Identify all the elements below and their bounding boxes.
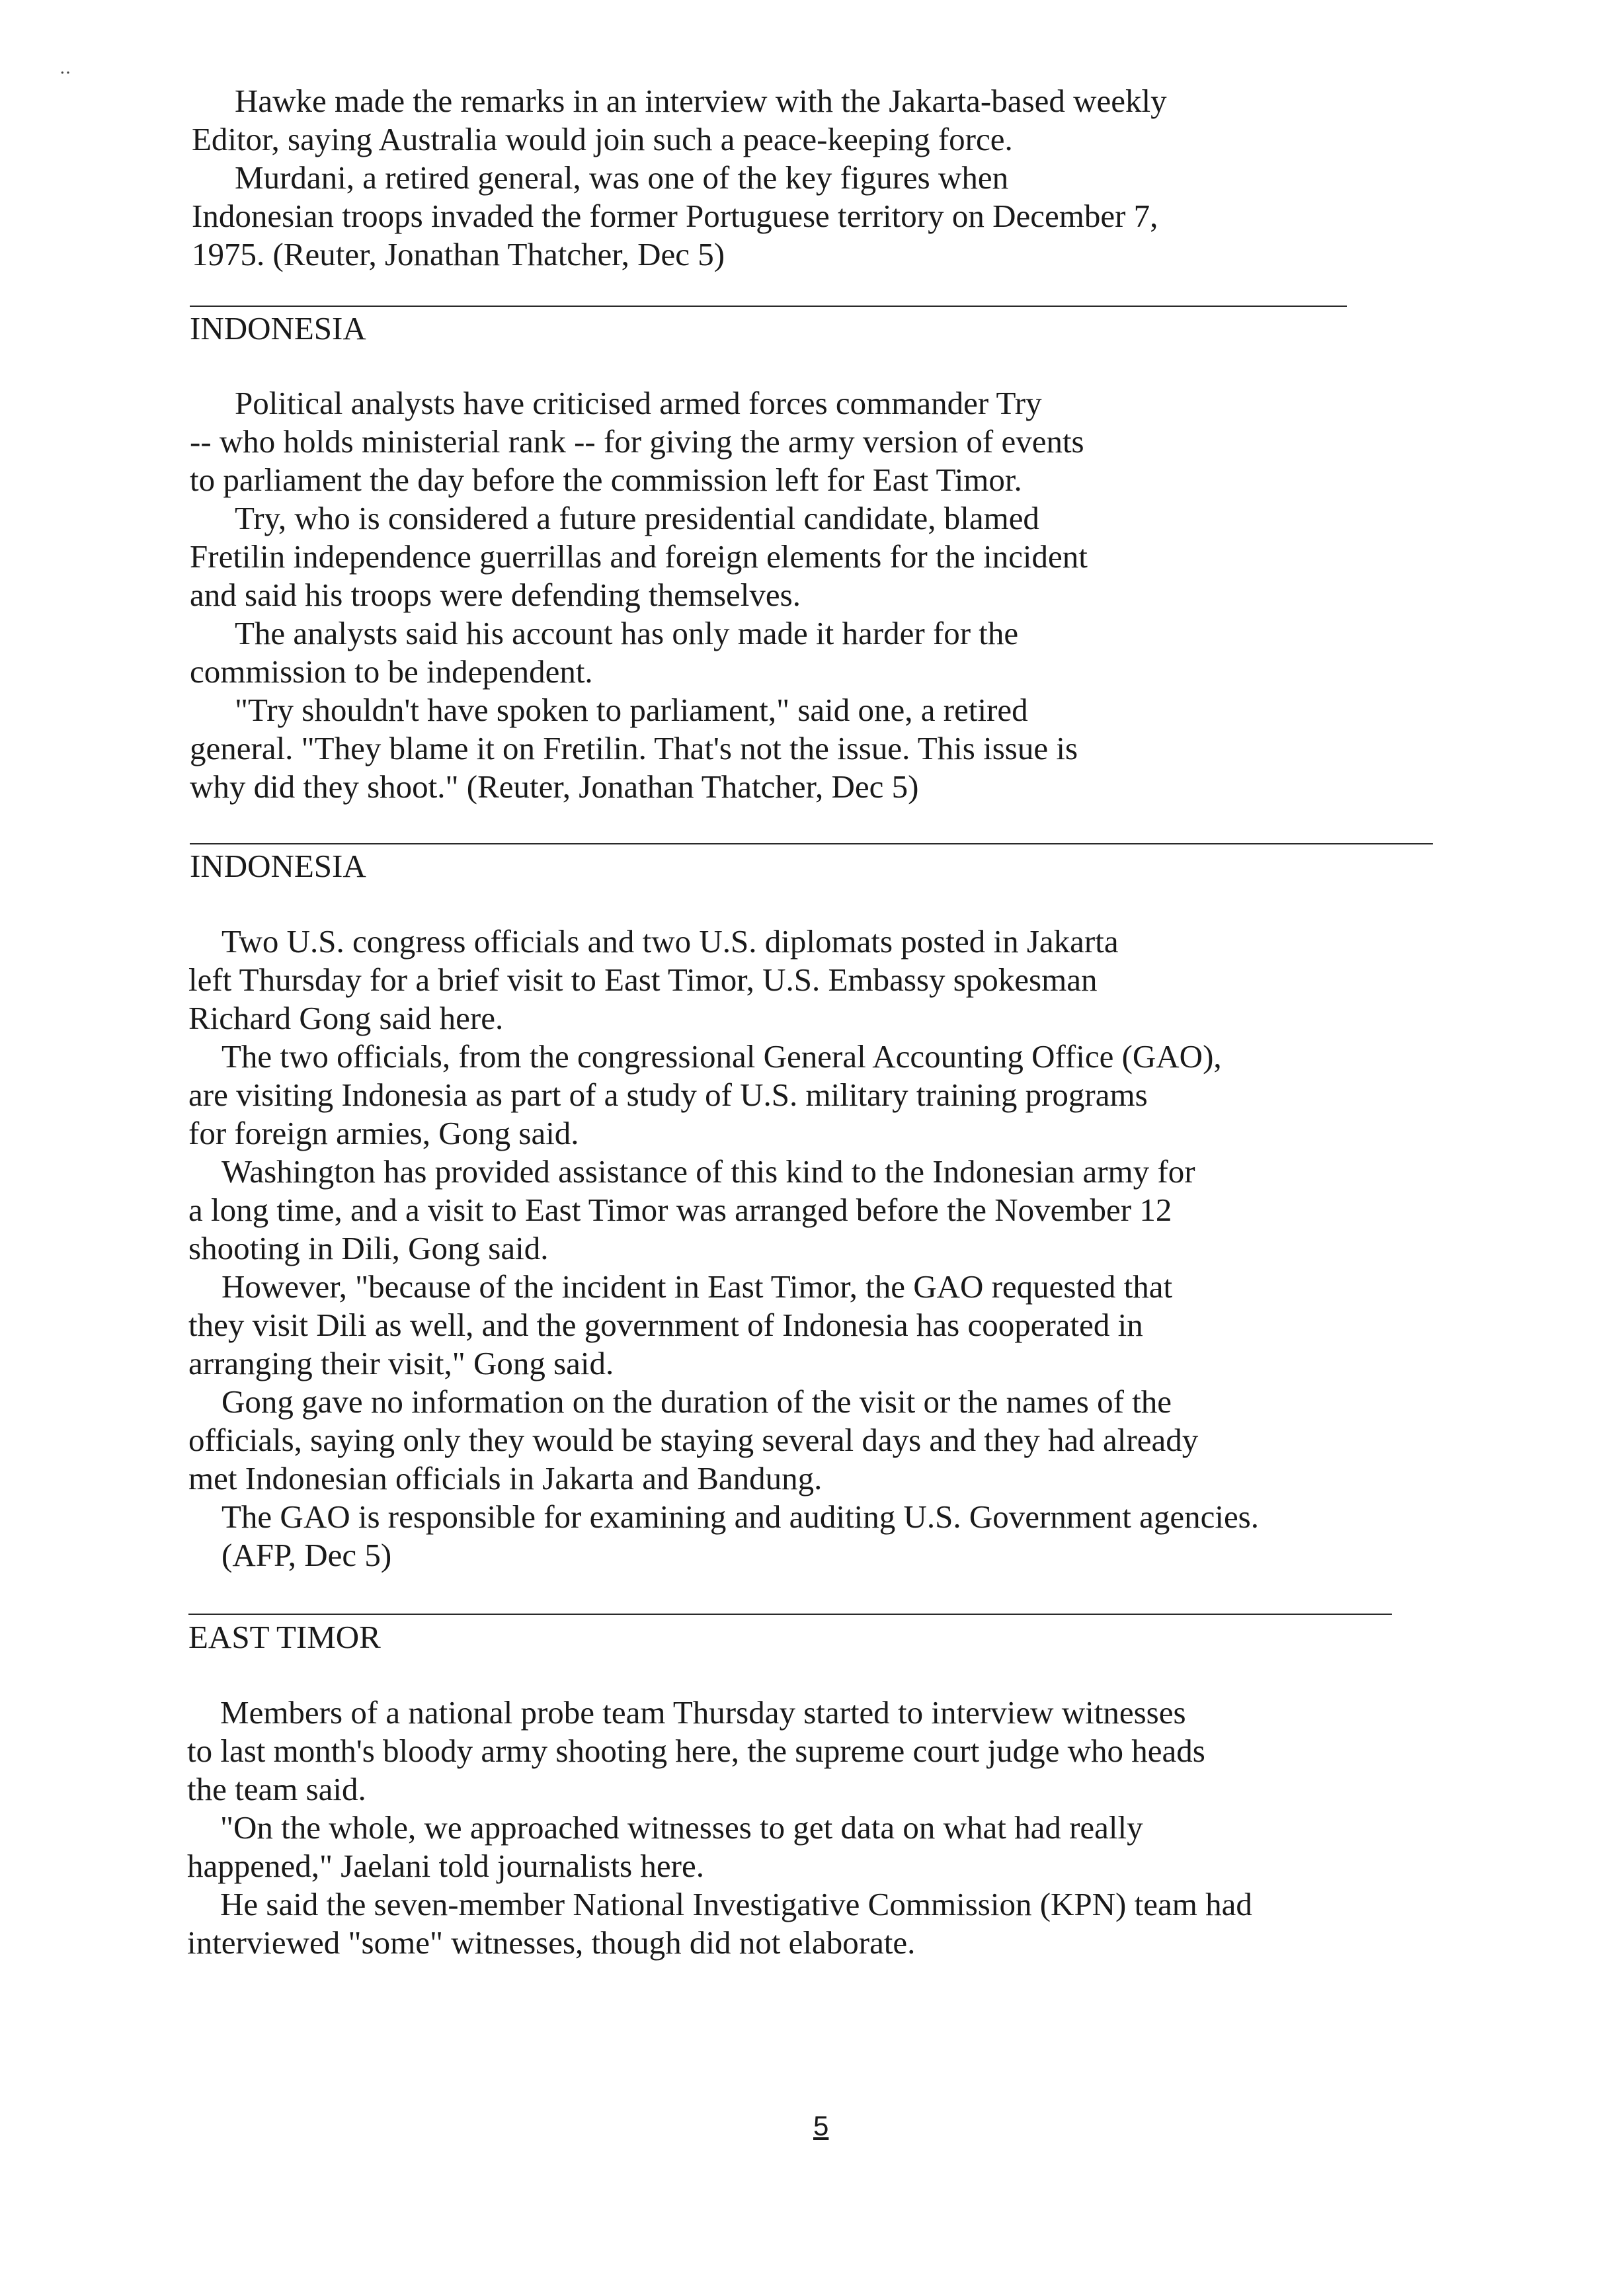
section-divider (190, 843, 1433, 844)
text-line: they visit Dili as well, and the government of Indonesia has cooperated in (188, 1307, 1143, 1343)
section-divider (190, 306, 1347, 307)
text-line: and said his troops were defending themselves. (190, 577, 801, 613)
text-line: Hawke made the remarks in an interview with the Jakarta-based weekly (235, 83, 1167, 119)
intro-block (192, 82, 1167, 274)
text-line: arranging their visit," Gong said. (188, 1345, 614, 1381)
section-body (188, 922, 1259, 1575)
text-line: "On the whole, we approached witnesses to get data on what had really (220, 1809, 1143, 1846)
text-line: to last month's bloody army shooting here, the supreme court judge who heads (187, 1733, 1205, 1769)
text-line: Political analysts have criticised armed forces commander Try (235, 385, 1042, 421)
text-line: a long time, and a visit to East Timor was arranged before the November 12 (188, 1192, 1172, 1228)
text-line: Indonesian troops invaded the former Portuguese territory on December 7, (192, 198, 1158, 234)
text-line: officials, saying only they would be staying several days and they had already (188, 1422, 1199, 1458)
text-line: Washington has provided assistance of this kind to the Indonesian army for (221, 1153, 1195, 1190)
section-divider (188, 1614, 1392, 1615)
text-line: Try, who is considered a future presidential candidate, blamed (235, 500, 1039, 536)
text-line: the team said. (187, 1771, 366, 1807)
text-line: The analysts said his account has only made it harder for the (235, 615, 1019, 651)
text-line: However, "because of the incident in East Timor, the GAO requested that (221, 1268, 1173, 1305)
text-line: Editor, saying Australia would join such a peace-keeping force. (192, 121, 1013, 157)
section-body (190, 384, 1088, 806)
section-heading: INDONESIA (190, 310, 366, 347)
text-line: Fretilin independence guerrillas and foreign elements for the incident (190, 538, 1088, 575)
text-line: why did they shoot." (Reuter, Jonathan Thatcher, Dec 5) (190, 768, 919, 805)
section-heading: INDONESIA (190, 848, 366, 884)
text-line: met Indonesian officials in Jakarta and Bandung. (188, 1460, 823, 1496)
text-line: commission to be independent. (190, 653, 593, 690)
text-line: shooting in Dili, Gong said. (188, 1230, 549, 1266)
text-line: The GAO is responsible for examining and auditing U.S. Government agencies. (221, 1498, 1260, 1535)
text-line: 1975. (Reuter, Jonathan Thatcher, Dec 5) (192, 236, 725, 272)
section-body (187, 1694, 1252, 1962)
text-line: interviewed "some" witnesses, though did not elaborate. (187, 1924, 916, 1961)
text-line: for foreign armies, Gong said. (188, 1115, 579, 1151)
text-line: general. "They blame it on Fretilin. That's not the issue. This issue is (190, 730, 1078, 766)
text-line: -- who holds ministerial rank -- for giving the army version of events (190, 423, 1084, 460)
text-line: Two U.S. congress officials and two U.S. diplomats posted in Jakarta (221, 923, 1119, 960)
scan-speck: ․․ (60, 58, 71, 77)
text-line: are visiting Indonesia as part of a study of U.S. military training programs (188, 1077, 1148, 1113)
text-line: Murdani, a retired general, was one of the key figures when (235, 159, 1009, 196)
section-heading: EAST TIMOR (188, 1619, 381, 1655)
text-line: "Try shouldn't have spoken to parliament," said one, a retired (235, 692, 1028, 728)
text-line: Richard Gong said here. (188, 1000, 504, 1036)
text-line: (AFP, Dec 5) (221, 1537, 392, 1573)
page-number: 5 (813, 2110, 829, 2141)
text-line: Gong gave no information on the duration of the visit or the names of the (221, 1383, 1172, 1420)
text-line: The two officials, from the congressional General Accounting Office (GAO), (221, 1038, 1222, 1075)
text-line: left Thursday for a brief visit to East Timor, U.S. Embassy spokesman (188, 962, 1098, 998)
text-line: to parliament the day before the commission left for East Timor. (190, 462, 1022, 498)
text-line: Members of a national probe team Thursday started to interview witnesses (220, 1694, 1186, 1731)
text-line: He said the seven-member National Investigative Commission (KPN) team had (220, 1886, 1252, 1922)
text-line: happened," Jaelani told journalists here. (187, 1848, 704, 1884)
